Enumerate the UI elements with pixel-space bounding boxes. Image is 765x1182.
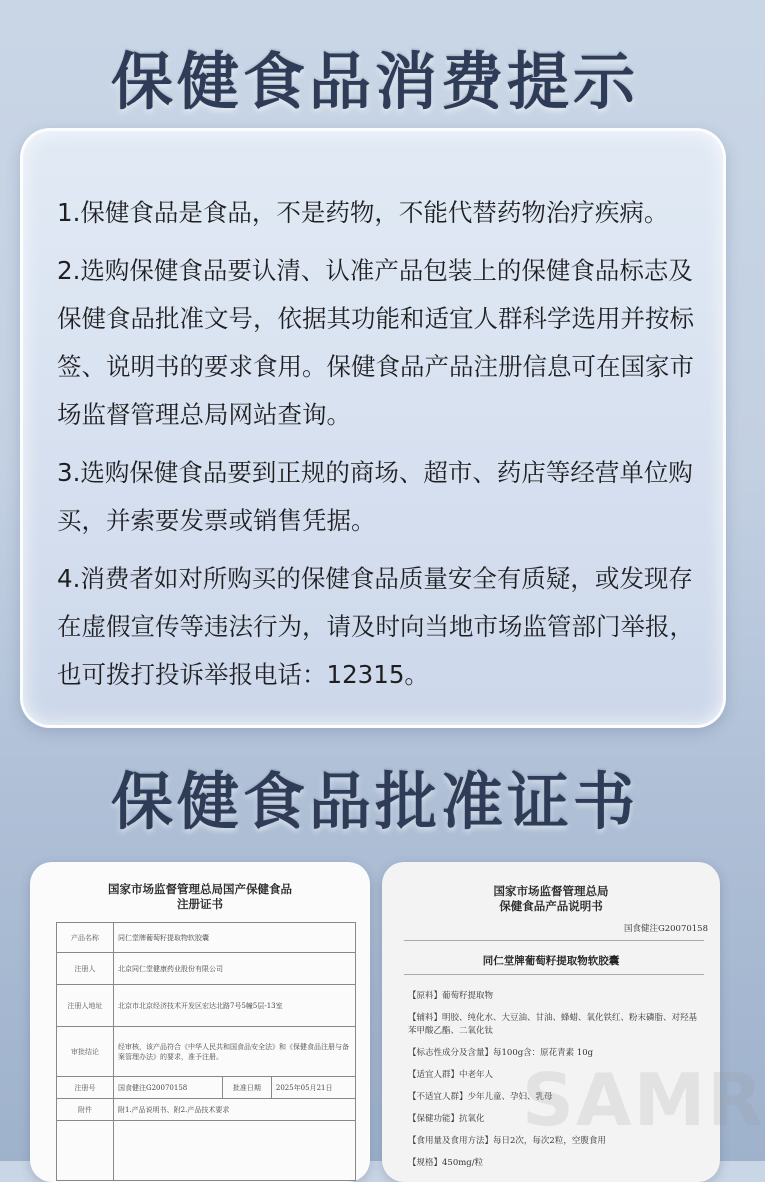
row-key: 注册号 bbox=[57, 1077, 114, 1099]
row-value: 经审核，该产品符合《中华人民共和国食品安全法》和《保健食品注册与备案管理办法》的要求，准予注册。 bbox=[114, 1027, 356, 1077]
manual-field: 【原料】葡萄籽提取物 bbox=[408, 991, 494, 1001]
row-key: 审批结论 bbox=[57, 1027, 114, 1077]
consumer-tips-heading: 保健食品消费提示 bbox=[110, 45, 639, 118]
certificate-title-line2: 注册证书 bbox=[177, 897, 223, 911]
table-row bbox=[57, 1077, 356, 1099]
approval-certificate-heading: 保健食品批准证书 bbox=[110, 765, 639, 838]
manual-product-name: 同仁堂牌葡萄籽提取物软胶囊 bbox=[482, 955, 620, 967]
tip-item-3: 3.选购保健食品要到正规的商场、超市、药店等经营单位购买，并索要发票或销售凭据。 bbox=[57, 458, 693, 535]
product-manual-image bbox=[382, 862, 765, 1182]
manual-field: 【标志性成分及含量】每100g含：原花青素 10g bbox=[408, 1048, 594, 1058]
certificate-title-line1: 国家市场监督管理总局国产保健食品 bbox=[108, 882, 292, 896]
row-key: 附件 bbox=[57, 1099, 114, 1121]
manual-field: 【适宜人群】中老年人 bbox=[408, 1070, 494, 1080]
samr-watermark: SAMR bbox=[522, 1058, 765, 1142]
row-value: 附1.产品说明书、附2.产品技术要求 bbox=[114, 1099, 356, 1121]
consumer-tips-panel bbox=[20, 128, 726, 728]
row-key: 注册人地址 bbox=[57, 985, 114, 1027]
row-key: 注册人 bbox=[57, 953, 114, 985]
divider bbox=[404, 974, 704, 975]
tips-list bbox=[57, 189, 707, 709]
row-key: 产品名称 bbox=[57, 923, 114, 953]
row-value-2: 2025年05月21日 bbox=[271, 1077, 355, 1099]
manual-field: 【食用量及食用方法】每日2次，每次2粒，空腹食用 bbox=[408, 1136, 606, 1146]
row-value: 同仁堂牌葡萄籽提取物软胶囊 bbox=[114, 923, 356, 953]
certificate-title bbox=[30, 882, 370, 912]
table-row bbox=[57, 1027, 356, 1077]
manual-title-line2: 保健食品产品说明书 bbox=[499, 899, 603, 913]
row-value bbox=[114, 1121, 356, 1181]
table-row bbox=[57, 1121, 356, 1181]
tip-item-1: 1.保健食品是食品，不是药物，不能代替药物治疗疾病。 bbox=[57, 198, 669, 227]
manual-registration-number: 国食健注G20070158 bbox=[623, 924, 708, 934]
manual-field: 【辅料】明胶、纯化水、大豆油、甘油、蜂蜡、氧化铁红、粉末磷脂、对羟基苯甲酸乙酯、二氧化钛 bbox=[408, 1013, 698, 1036]
manual-title bbox=[382, 884, 720, 914]
registration-certificate-image bbox=[30, 862, 370, 1182]
row-value: 北京同仁堂健康药业股份有限公司 bbox=[114, 953, 356, 985]
table-row bbox=[57, 923, 356, 953]
manual-field: 【保健功能】抗氧化 bbox=[408, 1114, 485, 1124]
row-value: 北京市北京经济技术开发区宏达北路7号5幢5层-13室 bbox=[114, 985, 356, 1027]
row-key-2: 批准日期 bbox=[222, 1077, 271, 1099]
manual-title-line1: 国家市场监督管理总局 bbox=[493, 884, 609, 898]
certificate-table bbox=[56, 922, 356, 1181]
tip-item-4: 4.消费者如对所购买的保健食品质量安全有质疑，或发现存在虚假宣传等违法行为，请及时向当地市场监管部门举报，也可拨打投诉举报电话：12315。 bbox=[57, 564, 694, 689]
manual-field: 【不适宜人群】少年儿童、孕妇、乳母 bbox=[408, 1092, 553, 1102]
manual-field: 【规格】450mg/粒 bbox=[408, 1158, 484, 1168]
table-row bbox=[57, 1099, 356, 1121]
row-value: 国食健注G20070158 bbox=[114, 1077, 223, 1099]
divider bbox=[404, 940, 704, 941]
row-key bbox=[57, 1121, 114, 1181]
table-row bbox=[57, 953, 356, 985]
table-row bbox=[57, 985, 356, 1027]
tip-item-2: 2.选购保健食品要认清、认准产品包装上的保健食品标志及保健食品批准文号，依据其功能和适宜人群科学选用并按标签、说明书的要求食用。保健食品产品注册信息可在国家市场监督管理总局网站查询。 bbox=[57, 256, 694, 429]
